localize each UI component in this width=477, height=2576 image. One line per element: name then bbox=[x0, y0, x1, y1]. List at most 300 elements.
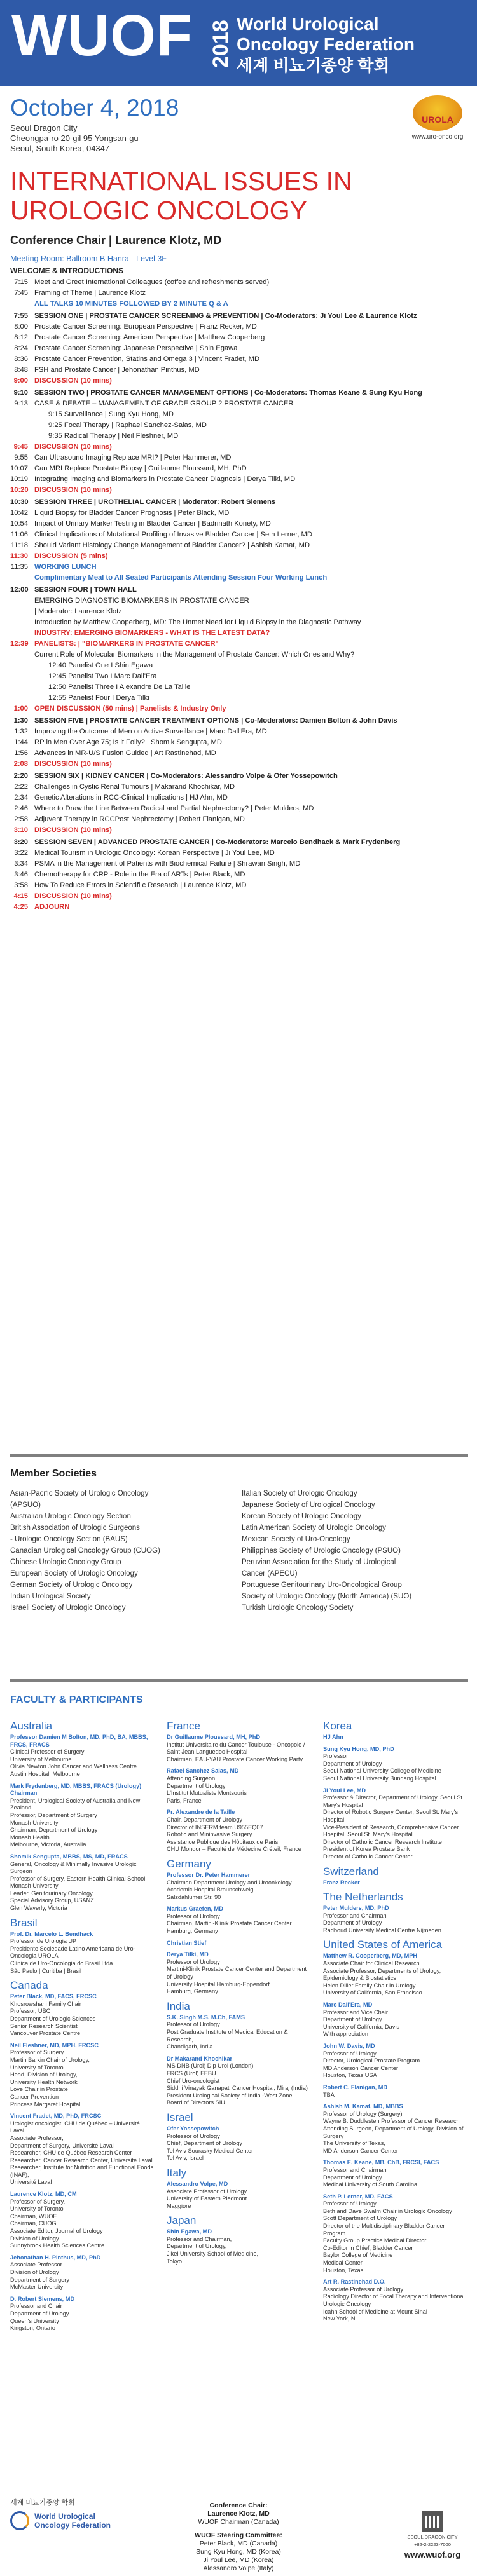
faculty-member bbox=[167, 1768, 310, 1804]
schedule-time bbox=[10, 299, 34, 310]
society-item: German Society of Urologic Oncology bbox=[10, 1581, 133, 1589]
schedule-row bbox=[10, 474, 468, 485]
faculty-description: Clinical Professor of Surgery University of Melbourne Olivia Newton John Cancer and Wellness Centre Austin Hospital, Melbourne bbox=[10, 1748, 137, 1777]
schedule-time: 1:44 bbox=[14, 739, 28, 746]
welcome-heading: WELCOME & INTRODUCTIONS bbox=[10, 266, 123, 275]
faculty-member bbox=[167, 1905, 310, 1935]
schedule-row bbox=[10, 386, 468, 399]
venue-caption: SEOUL DRAGON CITY bbox=[407, 2534, 458, 2540]
faculty-description: Associate Professor of Urology Radiology Director of Focal Therapy and Interventional Urologic Oncology Icahn School of Medicine at Mount Sinai New York, N bbox=[323, 2286, 465, 2322]
schedule-text: PSMA in the Management of Patients with Biochemical Failure | Shrawan Singh, MD bbox=[34, 860, 301, 868]
faculty-description: Institut Universitaire du Cancer Toulouse - Oncopole / Saint Jean Languedoc Hospital Chairman, EAU-YAU Prostate Cancer Working Party bbox=[167, 1741, 305, 1762]
faculty-description: Professor and Chairman Department of Urology Radboud University Medical Centre Nijmegen bbox=[323, 1912, 441, 1933]
faculty-name: Sung Kyu Hong, MD, PhD bbox=[323, 1745, 394, 1752]
schedule bbox=[10, 277, 468, 913]
schedule-time: 8:36 bbox=[14, 355, 28, 363]
faculty-name: Jehonathan H. Pinthus, MD, PhD bbox=[10, 2254, 101, 2261]
schedule-row bbox=[10, 420, 468, 431]
schedule-time: 3:46 bbox=[14, 871, 28, 878]
faculty-member bbox=[323, 1787, 467, 1861]
country-heading: Japan bbox=[167, 2214, 197, 2227]
country-heading: Canada bbox=[10, 1979, 48, 1992]
society-item: European Society of Urologic Oncology bbox=[10, 1570, 138, 1578]
society-item: Japanese Society of Urological Oncology bbox=[242, 1501, 375, 1509]
schedule-text: Prostate Cancer Screening: European Perspective | Franz Recker, MD bbox=[34, 323, 257, 331]
schedule-text: 12:55 Panelist Four I Derya Tilki bbox=[48, 694, 149, 702]
building-icon bbox=[422, 2511, 443, 2532]
schedule-text: SESSION TWO | PROSTATE CANCER MANAGEMENT OPTIONS | Co-Moderators: Thomas Keane & Sung Kyu Hong bbox=[34, 389, 422, 397]
country-heading: Australia bbox=[10, 1720, 53, 1732]
schedule-text: Meet and Greet International Colleagues (coffee and refreshments served) bbox=[34, 278, 270, 286]
society-item: Chinese Urologic Oncology Group bbox=[10, 1558, 121, 1566]
footer-venue bbox=[394, 2511, 471, 2559]
schedule-text: FSH and Prostate Cancer | Jehonathan Pinthus, MD bbox=[34, 366, 200, 374]
society-item: Philippines Society of Urologic Oncology (PSUO) bbox=[242, 1547, 401, 1555]
schedule-text: 9:15 Surveillance | Sung Kyu Hong, MD bbox=[48, 411, 174, 418]
event-address bbox=[10, 123, 139, 154]
steering-member: Sung Kyu Hong, MD (Korea) bbox=[196, 2548, 281, 2556]
faculty-name: Vincent Fradet, MD, PhD, FRCSC bbox=[10, 2113, 102, 2120]
schedule-row bbox=[10, 431, 468, 442]
schedule-text: DISCUSSION (10 mins) bbox=[34, 892, 112, 900]
chair-name: Laurence Klotz, MD bbox=[207, 2510, 270, 2518]
schedule-row bbox=[10, 409, 468, 420]
schedule-time: 12:39 bbox=[10, 640, 29, 648]
faculty-description: General, Oncology & Minimally Invasive Urologic Surgeon Professor of Surgery, Eastern Health Clinical School, Monash University Leader, Genitourinary Oncology Special Advisory Group, USANZ Glen Waverly, Victoria bbox=[10, 1860, 147, 1912]
faculty-name: Laurence Klotz, MD, CM bbox=[10, 2191, 77, 2198]
schedule-time: 1:00 bbox=[13, 705, 28, 712]
schedule-text: SESSION SEVEN | ADVANCED PROSTATE CANCER | Co-Moderators: Marcelo Bendhack & Mark Frydenberg bbox=[34, 838, 401, 846]
schedule-row bbox=[10, 508, 468, 519]
faculty-member bbox=[10, 2254, 154, 2291]
faculty-description: Associate Chair for Clinical Research Associate Professor, Departments of Urology, Epidemiology & Biostatistics Helen Diller Family Chair in Urology University of California, San Francisco bbox=[323, 1960, 441, 1996]
schedule-time bbox=[10, 420, 34, 431]
society-item: Australian Urologic Oncology Section bbox=[10, 1513, 131, 1520]
schedule-row bbox=[10, 650, 468, 660]
schedule-row bbox=[10, 660, 468, 671]
faculty-description: Professor and Chair Department of Urology Queen's University Kingston, Ontario bbox=[10, 2303, 69, 2332]
chair-role: WUOF Chairman (Canada) bbox=[198, 2518, 279, 2526]
schedule-row bbox=[10, 880, 468, 891]
venue-phone: +82-2-2223-7000 bbox=[414, 2542, 451, 2547]
faculty-description: Khosrowshahi Family Chair Professor, UBC Department of Urologic Sciences Senior Research Scientist Vancouver Prostate Centre bbox=[10, 2000, 96, 2037]
societies-column-left bbox=[10, 1488, 233, 1614]
faculty-name: Prof. Dr. Marcelo L. Bendhack bbox=[10, 1930, 93, 1937]
schedule-time bbox=[10, 628, 34, 639]
faculty-name: Peter Black, MD, FACS, FRCSC bbox=[10, 1993, 97, 2000]
schedule-text: ADJOURN bbox=[34, 903, 70, 911]
faculty-description: Professor Department of Urology Seoul National University College of Medicine Seoul National University Bundang Hospital bbox=[323, 1753, 441, 1782]
faculty-member bbox=[323, 1952, 467, 1997]
schedule-time: 1:32 bbox=[14, 728, 28, 735]
schedule-row bbox=[10, 596, 468, 606]
schedule-text: DISCUSSION (10 mins) bbox=[34, 760, 112, 768]
schedule-row bbox=[10, 583, 468, 596]
meeting-room: Meeting Room: Ballroom B Hanra - Level 3F bbox=[10, 254, 167, 263]
steering-member: Peter Black, MD (Canada) bbox=[199, 2540, 278, 2547]
urola-url[interactable]: www.uro-onco.org bbox=[411, 133, 464, 140]
society-item: Latin American Society of Urologic Oncology bbox=[242, 1524, 386, 1532]
faculty-name: Rafael Sanchez Salas, MD bbox=[167, 1768, 239, 1775]
faculty-description: Professor of Urology Chairman, Martini-Klinik Prostate Cancer Center Hamburg, Germany bbox=[167, 1912, 292, 1935]
faculty-title: FACULTY & PARTICIPANTS bbox=[10, 1694, 143, 1705]
faculty-member bbox=[323, 2279, 467, 2323]
schedule-text: Current Role of Molecular Biomarkers in the Management of Prostate Cancer: Which Ones and Why? bbox=[34, 651, 355, 658]
schedule-time: 8:12 bbox=[14, 334, 28, 341]
country-heading: Brasil bbox=[10, 1916, 38, 1929]
faculty-name: HJ Ahn bbox=[323, 1734, 343, 1740]
schedule-row bbox=[10, 463, 468, 474]
faculty-column bbox=[323, 1720, 467, 2327]
country-heading: Germany bbox=[167, 1857, 211, 1870]
schedule-row bbox=[10, 859, 468, 869]
faculty-name: Alessandro Volpe, MD bbox=[167, 2180, 228, 2187]
schedule-row bbox=[10, 519, 468, 529]
header-title-line2: Oncology Federation bbox=[237, 34, 415, 54]
schedule-row bbox=[10, 714, 468, 726]
faculty-description: President, Urological Society of Australia and New Zealand Professor, Department of Surgery Monash University Chairman, Department of Urology Monash Health Melbourne, Victoria, Australia bbox=[10, 1797, 141, 1848]
schedule-time bbox=[10, 671, 34, 682]
faculty-member bbox=[167, 2125, 310, 2162]
faculty-name: Dr Makarand Khochikar bbox=[167, 2055, 233, 2062]
schedule-text: | Moderator: Laurence Klotz bbox=[34, 608, 122, 615]
schedule-text: Advances in MR-U/S Fusion Guided | Art Rastinehad, MD bbox=[34, 749, 216, 757]
schedule-row bbox=[10, 573, 468, 583]
schedule-text: SESSION FIVE | PROSTATE CANCER TREATMENT OPTIONS | Co-Moderators: Damien Bolton & John Davis bbox=[34, 717, 398, 725]
schedule-row bbox=[10, 562, 468, 573]
faculty-member bbox=[323, 2001, 467, 2038]
faculty-description: Professor and Chairman, Department of Urology, Jikei University School of Medicine, Tokyo bbox=[167, 2235, 258, 2265]
steering-title: WUOF Steering Committee: bbox=[195, 2532, 282, 2539]
country-heading: Korea bbox=[323, 1720, 352, 1732]
schedule-time: 7:45 bbox=[14, 289, 28, 297]
faculty-name: John W. Davis, MD bbox=[323, 2043, 375, 2049]
schedule-text: SESSION ONE | PROSTATE CANCER SCREENING & PREVENTION | Co-Moderators: Ji Youl Lee & Laurence Klotz bbox=[34, 312, 417, 320]
schedule-time: 10:42 bbox=[10, 509, 28, 517]
schedule-time: 9:00 bbox=[13, 377, 28, 385]
faculty-description: Urologist oncologist, CHU de Québec – Université Laval Associate Professor, Department of Surgery, Université Laval Researcher, CHU de Québec Research Center Researcher, Cancer Research Center, Université Laval Researcher, Institute for Nutrition and Functional Foods (INAF), Université Laval bbox=[10, 2120, 154, 2186]
schedule-text: Prostate Cancer Prevention, Statins and Omega 3 | Vincent Fradet, MD bbox=[34, 355, 260, 363]
schedule-time: 8:24 bbox=[14, 344, 28, 352]
schedule-row bbox=[10, 704, 468, 714]
schedule-text: Where to Draw the Line Between Radical and Partial Nephrectomy? | Peter Mulders, MD bbox=[34, 805, 314, 812]
society-item: Mexican Society of Uro-Oncology bbox=[242, 1536, 350, 1543]
faculty-member bbox=[167, 1940, 310, 1947]
brand-wordmark: WUOF bbox=[11, 3, 193, 68]
schedule-text: Framing of Theme | Laurence Klotz bbox=[34, 289, 146, 297]
schedule-time: 9:13 bbox=[14, 400, 28, 407]
schedule-text: Liquid Biopsy for Bladder Cancer Prognosis | Peter Black, MD bbox=[34, 509, 230, 517]
footer-logo-name: World Urological bbox=[34, 2512, 95, 2521]
schedule-time: 2:58 bbox=[14, 815, 28, 823]
faculty-description: MS DNB (Urol) Dip Urol (London) FRCS (Urol) FEBU Chief Uro-oncologist Siddhi Vinayak Ganapati Cancer Hospital, Miraj (India) President Urological Society of India -West Zone Board of Directors SIU bbox=[167, 2062, 308, 2106]
faculty-member bbox=[10, 2191, 154, 2250]
schedule-time: 11:18 bbox=[10, 542, 28, 549]
faculty-member bbox=[167, 1872, 310, 1901]
faculty-name: Dr Guillaume Ploussard, MH, PhD bbox=[167, 1734, 261, 1740]
schedule-row bbox=[10, 540, 468, 551]
faculty-name: Marc Dall'Era, MD bbox=[323, 2001, 373, 2008]
society-item: Portuguese Genitourinary Uro-Oncological Group bbox=[242, 1581, 402, 1589]
schedule-text: CASE & DEBATE – MANAGEMENT OF GRADE GROUP 2 PROSTATE CANCER bbox=[34, 400, 294, 407]
schedule-row bbox=[10, 442, 468, 453]
schedule-text: 12:45 Panelist Two I Marc Dall'Era bbox=[48, 672, 157, 680]
faculty-member bbox=[10, 2296, 154, 2333]
schedule-row bbox=[10, 825, 468, 836]
schedule-row bbox=[10, 617, 468, 628]
chair-title: Conference Chair: bbox=[209, 2502, 268, 2509]
societies-title: Member Societies bbox=[10, 1468, 97, 1479]
faculty-name: Seth P. Lerner, MD, FACS bbox=[323, 2193, 393, 2200]
faculty-name: Ashish M. Kamat, MD, MBBS bbox=[323, 2103, 403, 2110]
society-item: Canadian Urological Oncology Group (CUOG) bbox=[10, 1547, 160, 1555]
faculty-description: Professor of Urology Director, Urological Prostate Program MD Anderson Cancer Center Houston, Texas USA bbox=[323, 2050, 420, 2079]
faculty-member bbox=[10, 1931, 154, 1975]
schedule-row bbox=[10, 693, 468, 704]
faculty-name: Derya Tilki, MD bbox=[167, 1951, 209, 1958]
faculty-name: Mark Frydenberg, MD, MBBS, FRACS (Urology) Chairman bbox=[10, 1782, 142, 1797]
country-heading: United States of America bbox=[323, 1939, 443, 1951]
society-item: Asian-Pacific Society of Urologic Oncology bbox=[10, 1490, 149, 1497]
faculty-description: Professor of Urology Chief, Department of Urology Tel Aviv Sourasky Medical Center Tel Aviv, Israel bbox=[167, 2132, 254, 2162]
schedule-time bbox=[10, 409, 34, 420]
faculty-name: Pr. Alexandre de la Taille bbox=[167, 1809, 235, 1816]
faculty-name: D. Robert Siemens, MD bbox=[10, 2295, 75, 2302]
schedule-row bbox=[10, 902, 468, 913]
address-line: Seoul Dragon City bbox=[10, 123, 78, 133]
country-heading: Israel bbox=[167, 2111, 193, 2123]
schedule-time: 4:15 bbox=[13, 892, 28, 900]
schedule-row bbox=[10, 814, 468, 825]
schedule-time: 2:34 bbox=[14, 794, 28, 801]
header-title-korean: 세계 비뇨기종양 학회 bbox=[237, 56, 390, 75]
schedule-time: 3:20 bbox=[13, 838, 28, 846]
faculty-name: Franz Recker bbox=[323, 1879, 360, 1886]
society-item: - Urologic Oncology Section (BAUS) bbox=[10, 1536, 128, 1543]
header-year: 2018 bbox=[209, 20, 233, 68]
schedule-time: 10:54 bbox=[10, 520, 28, 528]
schedule-row bbox=[10, 343, 468, 354]
faculty-member bbox=[10, 1993, 154, 2038]
schedule-text: RP in Men Over Age 75; Is it Folly? | Shomik Sengupta, MD bbox=[34, 739, 222, 746]
schedule-row bbox=[10, 485, 468, 496]
schedule-row bbox=[10, 748, 468, 759]
faculty-description: Professor and Vice Chair Department of Urology University of California, Davis With appreciation bbox=[323, 2008, 399, 2038]
schedule-time: 2:46 bbox=[14, 805, 28, 812]
schedule-row bbox=[10, 310, 468, 322]
section-divider bbox=[10, 1454, 468, 1457]
faculty-member bbox=[10, 1853, 154, 1912]
faculty-description: Professor of Urology (Surgery) Wayne B. Duddlesten Professor of Cancer Research Attending Surgeon, Department of Urology, Division of Surgery The University of Texas, MD Anderson Cancer Center bbox=[323, 2110, 464, 2154]
society-item: British Association of Urologic Surgeons bbox=[10, 1524, 140, 1532]
faculty-member bbox=[10, 2042, 154, 2108]
schedule-text: 9:25 Focal Therapy | Raphael Sanchez-Salas, MD bbox=[48, 421, 207, 429]
faculty-name: Professor Damien M Bolton, MD, PhD, BA, MBBS, FRCS, FRACS bbox=[10, 1734, 148, 1748]
faculty-member bbox=[323, 1879, 467, 1887]
schedule-row bbox=[10, 606, 468, 617]
faculty-member bbox=[167, 2228, 310, 2265]
schedule-row bbox=[10, 848, 468, 859]
schedule-row bbox=[10, 759, 468, 770]
faculty-name: Shin Egawa, MD bbox=[167, 2228, 212, 2235]
faculty-description: Professor of Urology Post Graduate Institute of Medical Education & Research, Chandigarh, India bbox=[167, 2021, 288, 2050]
schedule-text: WORKING LUNCH bbox=[34, 563, 97, 571]
schedule-text: Can MRI Replace Prostate Biopsy | Guillaume Ploussard, MH, PhD bbox=[34, 465, 247, 472]
country-heading: India bbox=[167, 2000, 190, 2012]
faculty-description: Professor of Surgery, University of Toronto Chairman, WUOF Chairman, CUOG Associate Editor, Journal of Urology Division of Urology Sunnybrook Health Sciences Centre bbox=[10, 2198, 105, 2249]
schedule-time: 8:48 bbox=[14, 366, 28, 374]
schedule-time: 9:10 bbox=[13, 389, 28, 397]
schedule-text: DISCUSSION (10 mins) bbox=[34, 443, 112, 451]
schedule-time: 10:19 bbox=[10, 475, 28, 483]
faculty-description: Chair, Department of Urology Director of INSERM team U955EQ07 Robotic and Mininvasive Surgery Assistance Publique des Hôpitaux de Paris CHU Mondor – Faculté de Médecine Créteil, France bbox=[167, 1816, 301, 1853]
schedule-text: Genetic Alterations in RCC-Clinical Implications | HJ Ahn, MD bbox=[34, 794, 228, 801]
schedule-text: PANELISTS: | "BIOMARKERS IN PROSTATE CANCER" bbox=[34, 640, 219, 648]
schedule-time: 9:45 bbox=[13, 443, 28, 451]
faculty-member bbox=[323, 2159, 467, 2188]
schedule-time: 2:20 bbox=[13, 772, 28, 780]
urola-logo bbox=[407, 95, 468, 140]
society-item: Society of Urologic Oncology (North America) (SUO) bbox=[242, 1593, 412, 1600]
schedule-row bbox=[10, 354, 468, 365]
faculty-member bbox=[323, 2043, 467, 2080]
schedule-text: How To Reduce Errors in Scientifi c Research | Laurence Klotz, MD bbox=[34, 882, 247, 889]
faculty-member bbox=[167, 2014, 310, 2051]
schedule-time: 2:22 bbox=[14, 783, 28, 791]
schedule-row bbox=[10, 639, 468, 650]
faculty-name: Peter Mulders, MD, PhD bbox=[323, 1905, 389, 1912]
faculty-member bbox=[167, 2181, 310, 2210]
steering-member: Alessandro Volpe (Italy) bbox=[203, 2565, 274, 2572]
wuof-globe-icon bbox=[10, 2511, 29, 2530]
schedule-time: 9:55 bbox=[14, 454, 28, 461]
schedule-time: 8:00 bbox=[14, 323, 28, 331]
header-title-line1: World Urological bbox=[237, 14, 379, 34]
schedule-time bbox=[10, 682, 34, 693]
footer-wuof-logo bbox=[10, 2497, 137, 2530]
schedule-row bbox=[10, 726, 468, 737]
schedule-time: 3:22 bbox=[14, 849, 28, 857]
schedule-time: 10:07 bbox=[10, 465, 28, 472]
schedule-text: Clinical Implications of Mutational Profiling of Invasive Bladder Cancer | Seth Lerner, MD bbox=[34, 531, 312, 538]
schedule-text: DISCUSSION (10 mins) bbox=[34, 486, 112, 494]
schedule-row bbox=[10, 277, 468, 288]
faculty-member bbox=[10, 2113, 154, 2186]
schedule-text: DISCUSSION (10 mins) bbox=[34, 826, 112, 834]
schedule-time: 3:58 bbox=[14, 882, 28, 889]
wuof-url[interactable]: www.wuof.org bbox=[404, 2550, 461, 2559]
address-line: Cheongpa-ro 20-gil 95 Yongsan-gu bbox=[10, 133, 139, 143]
schedule-time: 2:08 bbox=[13, 760, 28, 768]
schedule-time: 1:56 bbox=[14, 749, 28, 757]
schedule-text: SESSION THREE | UROTHELIAL CANCER | Moderator: Robert Siemens bbox=[34, 498, 276, 506]
schedule-time bbox=[10, 660, 34, 671]
schedule-text: DISCUSSION (10 mins) bbox=[34, 377, 112, 385]
schedule-text: Prostate Cancer Screening: Japanese Perspective | Shin Egawa bbox=[34, 344, 238, 352]
schedule-row bbox=[10, 891, 468, 902]
schedule-time: 10:20 bbox=[10, 486, 29, 494]
schedule-time: 11:06 bbox=[10, 531, 28, 538]
schedule-time bbox=[10, 617, 34, 628]
faculty-description: Professor of Surgery Martin Barkin Chair of Urology, University of Toronto Head, Division of Urology, University Health Network Love Chair in Prostate Cancer Prevention Princess Margaret Hospital bbox=[10, 2049, 90, 2108]
schedule-time bbox=[10, 693, 34, 704]
faculty-member bbox=[323, 1734, 467, 1741]
schedule-time: 7:55 bbox=[13, 312, 28, 320]
faculty-description: Attending Surgeon, Department of Urology L'Institut Mutualiste Montsouris Paris, France bbox=[167, 1775, 247, 1804]
faculty-member bbox=[323, 1746, 467, 1783]
schedule-row bbox=[10, 399, 468, 409]
schedule-row bbox=[10, 770, 468, 782]
faculty-description: Associate Professor of Urology University of Eastern Piedmont Maggiore bbox=[167, 2188, 247, 2209]
faculty-description: Professor and Chairman Department of Urology Medical University of South Carolina bbox=[323, 2166, 418, 2188]
faculty-description: Chairman Department Urology and Uroonkology Academic Hospital Braunschweig Salzdahlumer Str. 90 bbox=[167, 1879, 292, 1900]
schedule-text: Adjuvent Therapy in RCCPost Nephrectomy | Robert Flanigan, MD bbox=[34, 815, 245, 823]
schedule-text: SESSION SIX | KIDNEY CANCER | Co-Moderators: Alessandro Volpe & Ofer Yossepowitch bbox=[34, 772, 338, 780]
schedule-text: ALL TALKS 10 MINUTES FOLLOWED BY 2 MINUTE Q & A bbox=[34, 300, 228, 308]
schedule-row bbox=[10, 628, 468, 639]
faculty-name: Ofer Yossepowitch bbox=[167, 2125, 219, 2132]
page-title: INTERNATIONAL ISSUES IN UROLOGIC ONCOLOGY bbox=[10, 167, 352, 225]
faculty-member bbox=[167, 2055, 310, 2107]
schedule-row bbox=[10, 803, 468, 814]
faculty-name: Markus Graefen, MD bbox=[167, 1905, 223, 1912]
faculty-member bbox=[10, 1783, 154, 1849]
society-item: Cancer (APECU) bbox=[242, 1570, 298, 1578]
faculty-description: Professor of Urology Martini-Klinik Prostate Cancer Center and Department of Urology University Hospital Hamburg-Eppendorf Hamburg, Germany bbox=[167, 1958, 307, 1995]
faculty-column bbox=[167, 1720, 310, 2270]
country-heading: Italy bbox=[167, 2166, 187, 2179]
schedule-text: EMERGING DIAGNOSTIC BIOMARKERS IN PROSTATE CANCER bbox=[34, 597, 249, 604]
schedule-time bbox=[10, 650, 34, 660]
faculty-description: TBA bbox=[323, 2091, 335, 2098]
faculty-description: Professor & Director, Department of Urology, Seoul St. Mary's Hospital Director of Robotic Surgery Center, Seoul St. Mary's Hospital Vice-President of Research, Comprehensive Cancer Hospital, Seoul St. Mary's Hospital Director of Catholic Cancer Research Institute President of Korea Prostate Bank Director of Catholic Cancer Center bbox=[323, 1794, 464, 1860]
faculty-member bbox=[167, 1951, 310, 1996]
society-item: Israeli Society of Urologic Oncology bbox=[10, 1604, 126, 1612]
schedule-time bbox=[10, 596, 34, 606]
schedule-text: Introduction by Matthew Cooperberg, MD: The Unmet Need for Liquid Biopsy in the Diagnostic Pathway bbox=[34, 618, 361, 626]
faculty-column bbox=[10, 1720, 154, 2337]
schedule-time: 3:34 bbox=[14, 860, 28, 868]
schedule-time: 7:15 bbox=[14, 278, 28, 286]
faculty-member bbox=[323, 2103, 467, 2155]
schedule-row bbox=[10, 869, 468, 880]
schedule-text: Can Ultrasound Imaging Replace MRI? | Peter Hammerer, MD bbox=[34, 454, 232, 461]
schedule-text: SESSION FOUR | TOWN HALL bbox=[34, 586, 137, 594]
schedule-row bbox=[10, 782, 468, 793]
society-item: Peruvian Association for the Study of Urological bbox=[242, 1558, 396, 1566]
faculty-description: Associate Professor Division of Urology Department of Surgery McMaster University bbox=[10, 2261, 69, 2291]
urola-logo-text: UROLA bbox=[422, 114, 453, 125]
schedule-time bbox=[10, 606, 34, 617]
society-item: Indian Urological Society bbox=[10, 1593, 91, 1600]
schedule-text: Complimentary Meal to All Seated Participants Attending Session Four Working Lunch bbox=[34, 574, 328, 582]
faculty-name: Art R. Rastinehad D.O. bbox=[323, 2279, 386, 2286]
faculty-name: Christian Stief bbox=[167, 1939, 207, 1946]
society-item: Korean Society of Urologic Oncology bbox=[242, 1513, 361, 1520]
schedule-row bbox=[10, 453, 468, 463]
schedule-text: Prostate Cancer Screening: American Perspective | Matthew Cooperberg bbox=[34, 334, 265, 341]
schedule-row bbox=[10, 496, 468, 508]
schedule-text: DISCUSSION (5 mins) bbox=[34, 552, 108, 560]
schedule-text: 12:50 Panelist Three I Alexandre De La Taille bbox=[48, 683, 191, 691]
footer-logo-name: Oncology Federation bbox=[34, 2521, 111, 2530]
schedule-time: 4:25 bbox=[13, 903, 28, 911]
schedule-time: 3:10 bbox=[13, 826, 28, 834]
footer-logo-korean: 세계 비뇨기종양 학회 bbox=[10, 2499, 75, 2507]
faculty-name: Professor Dr. Peter Hammerer bbox=[167, 1871, 251, 1878]
schedule-text: Improving the Outcome of Men on Active Surveillance | Marc Dall'Era, MD bbox=[34, 728, 267, 735]
section-divider bbox=[10, 1679, 468, 1682]
